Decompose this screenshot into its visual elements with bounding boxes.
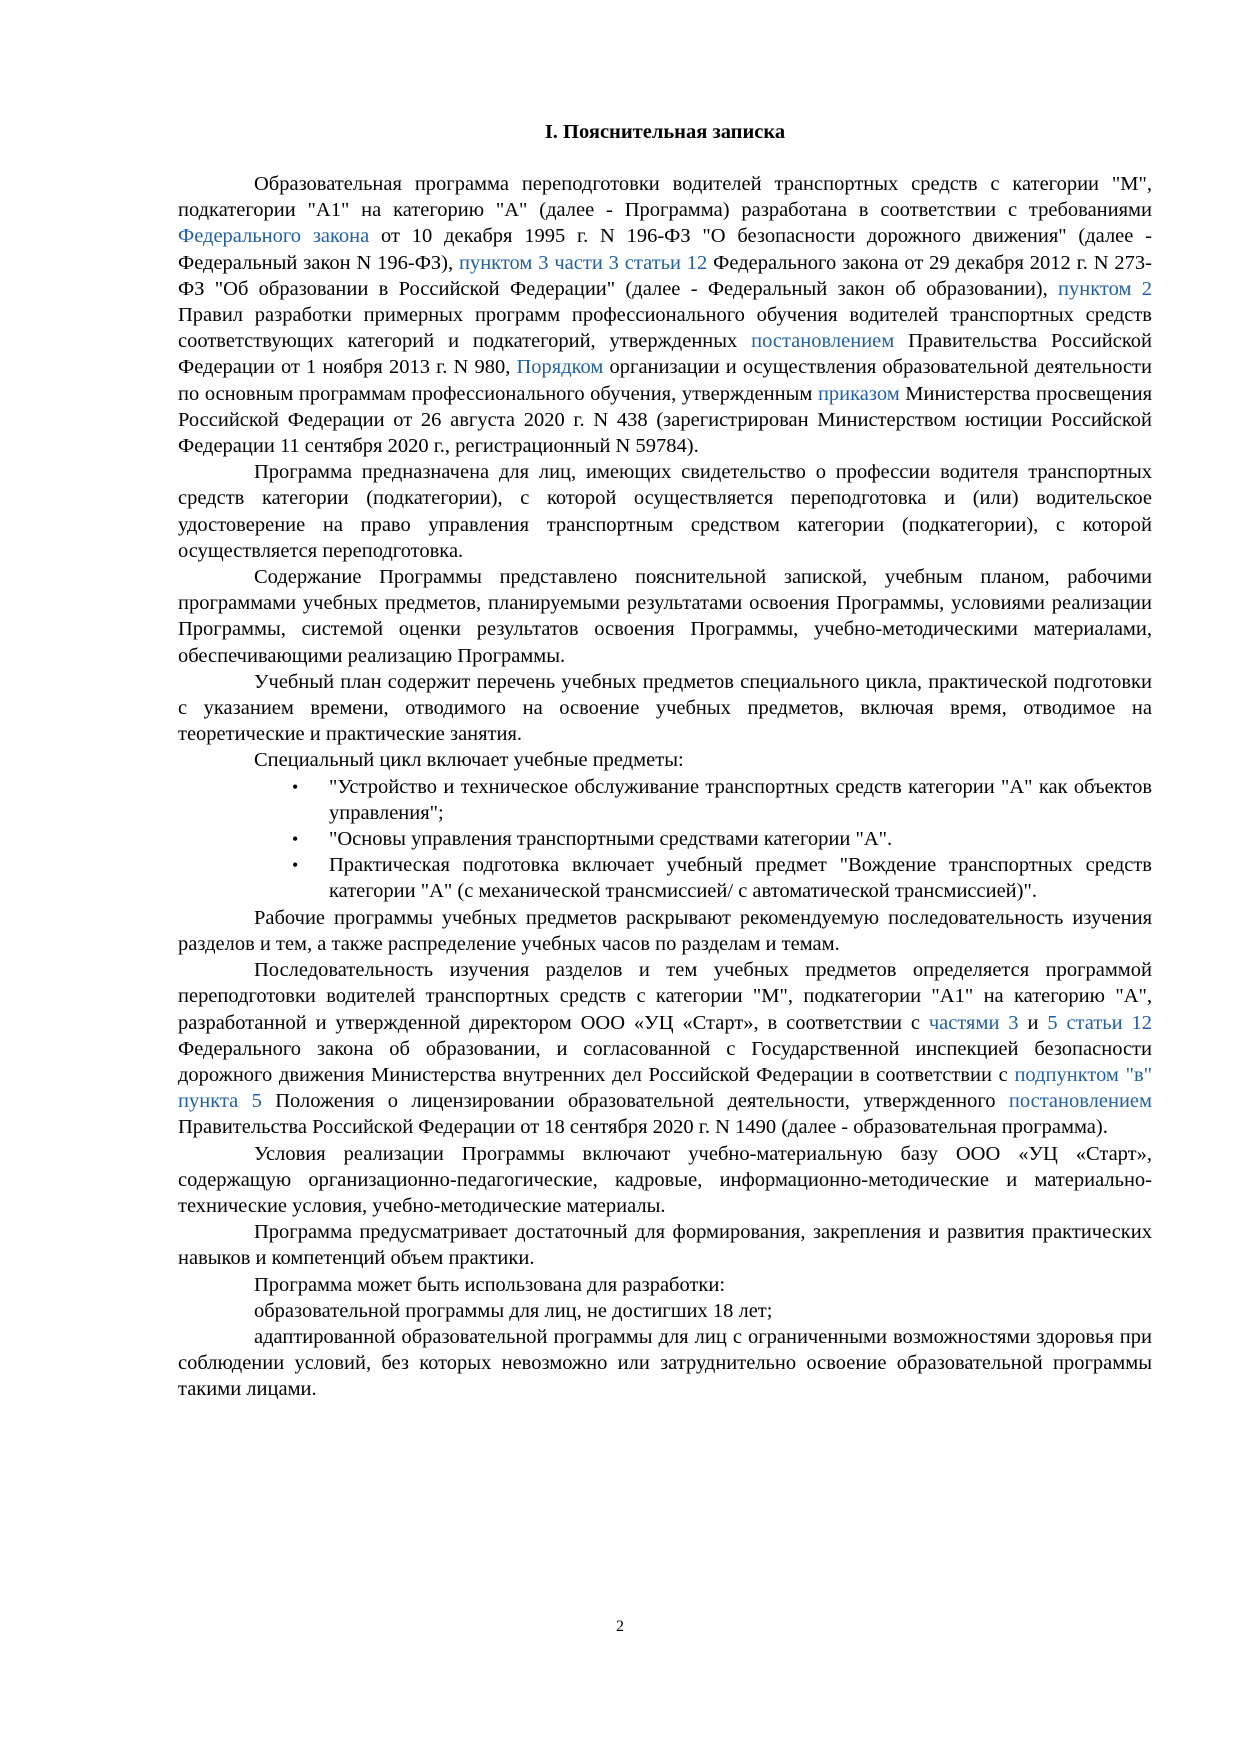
paragraph-study-sequence [178, 957, 1152, 1140]
list-item [178, 826, 1152, 852]
text-span: от 10 декабря 1995 г. N 196-ФЗ "О безопасности дорожного движения" (далее - Федеральный закон N 196-ФЗ), [178, 225, 1152, 274]
link-federal-law[interactable]: Федерального закона [178, 225, 370, 248]
paragraph-special-cycle: Специальный цикл включает учебные предметы: [254, 749, 684, 772]
paragraph-usage-minors: образовательной программы для лиц, не достигших 18 лет; [254, 1299, 773, 1322]
link-resolution-2[interactable]: постановлением [1008, 1090, 1152, 1113]
link-resolution[interactable]: постановлением [751, 330, 895, 353]
subjects-list [178, 774, 1152, 905]
link-article-12-part-5[interactable]: 5 статьи 12 [1047, 1011, 1152, 1034]
paragraph-usage: Программа может быть использована для разработки: [254, 1273, 726, 1296]
text-span: Министерства просвещения Российской Федерации от 26 августа 2020 г. N 438 (зарегистрирован Министерством юстиции Российской Федерации 11 сентября 2020 г., регистрационный N 59784). [178, 382, 1152, 458]
link-procedure[interactable]: Порядком [516, 356, 604, 379]
paragraph-usage-adapted: адаптированной образовательной программы для лиц с ограниченными возможностями здоровья при соблюдении условий, без которых невозможно или затруднительно освоение образовательной программы такими лицами. [178, 1325, 1152, 1401]
bullet-icon: • [292, 855, 299, 876]
paragraph-implementation-conditions: Условия реализации Программы включают учебно-материальную базу ООО «УЦ «Старт», содержащую организационно-педагогические, кадровые, информационно-методические и материально-технические условия, учебно-методические материалы. [178, 1142, 1152, 1217]
link-point-2[interactable]: пунктом 2 [1058, 277, 1152, 300]
link-article-12-point-3[interactable]: пунктом 3 части 3 статьи 12 [458, 251, 708, 274]
paragraph-practice-volume: Программа предусматривает достаточный для формирования, закрепления и развития практических навыков и компетенций объем практики. [178, 1221, 1152, 1270]
paragraph-work-programs: Рабочие программы учебных предметов раскрывают рекомендуемую последовательность изучения разделов и тем, а также распределение учебных часов по разделам и темам. [178, 906, 1152, 955]
link-order[interactable]: приказом [817, 382, 900, 405]
bullet-icon: • [292, 776, 299, 797]
list-item-text: "Основы управления транспортными средствами категории "А". [329, 828, 893, 851]
text-span: Образовательная программа переподготовки водителей транспортных средств с категории "М", подкатегории "А1" на категорию "А" (далее - Программа) разработана в соответствии с требованиями [178, 173, 1152, 222]
text-span: Федерального закона от 29 декабря 2012 г. N 273-ФЗ "Об образовании в Российской Федерации" (далее - Федеральный закон об образовании), [178, 251, 1152, 300]
text-span: Правительства Российской Федерации от 1 ноября 2013 г. N 980, [178, 330, 1152, 379]
list-item [178, 852, 1152, 904]
list-item-text: Практическая подготовка включает учебный предмет "Вождение транспортных средств категории "А" (с механической трансмиссией/ с автоматической трансмиссией)". [329, 854, 1152, 903]
text-span: организации и осуществления образовательной деятельности по основным программам профессионального обучения, утвержденным [178, 356, 1152, 405]
text-span: Последовательность изучения разделов и тем учебных предметов определяется программой переподготовки водителей транспортных средств с категории "М", подкатегории "А1" на категорию "А", разработанной и утвержденной директором ООО «УЦ «Старт», в соответствии с [178, 959, 1152, 1034]
section-title: I. Пояснительная записка [544, 121, 786, 143]
list-item [178, 774, 1152, 826]
paragraph-curriculum: Учебный план содержит перечень учебных предметов специального цикла, практической подготовки с указанием времени, отводимого на освоение учебных предметов, включая время, отводимое на теоретические и практические занятия. [178, 670, 1152, 746]
paragraph-program-content: Содержание Программы представлено пояснительной запиской, учебным планом, рабочими программами учебных предметов, планируемыми результатами освоения Программы, условиями реализации Программы, системой оценки результатов освоения Программы, учебно-методическими материалами, обеспечивающими реализацию Программы. [178, 566, 1152, 667]
page-number: 2 [616, 1618, 624, 1635]
paragraph-program-basis [178, 171, 1152, 459]
link-parts-3[interactable]: частями 3 [928, 1011, 1019, 1034]
list-item-text: "Устройство и техническое обслуживание транспортных средств категории "А" как объектов управления"; [329, 775, 1152, 824]
bullet-icon: • [292, 829, 299, 850]
text-span: Правительства Российской Федерации от 18 сентября 2020 г. N 1490 (далее - образовательная программа). [178, 1116, 1108, 1139]
paragraph-target-audience: Программа предназначена для лиц, имеющих свидетельство о профессии водителя транспортных средств категории (подкатегории), с которой осуществляется переподготовка и (или) водительское удостоверение на право управления транспортным средством категории (подкатегории), с которой осуществляется переподготовка. [178, 461, 1152, 562]
text-span: Федерального закона об образовании, и согласованной с Государственной инспекцией безопасности дорожного движения Министерства внутренних дел Российской Федерации в соответствии с [178, 1037, 1152, 1086]
text-span: и [1018, 1011, 1048, 1034]
link-subpoint-v[interactable]: подпунктом "в" пункта 5 [178, 1063, 1152, 1113]
text-span: Правил разработки примерных программ профессионального обучения водителей транспортных средств соответствующих категорий и подкатегорий, утвержденных [178, 304, 1152, 353]
text-span: Положения о лицензировании образовательной деятельности, утвержденного [261, 1090, 1009, 1113]
document-page [178, 118, 1152, 1403]
